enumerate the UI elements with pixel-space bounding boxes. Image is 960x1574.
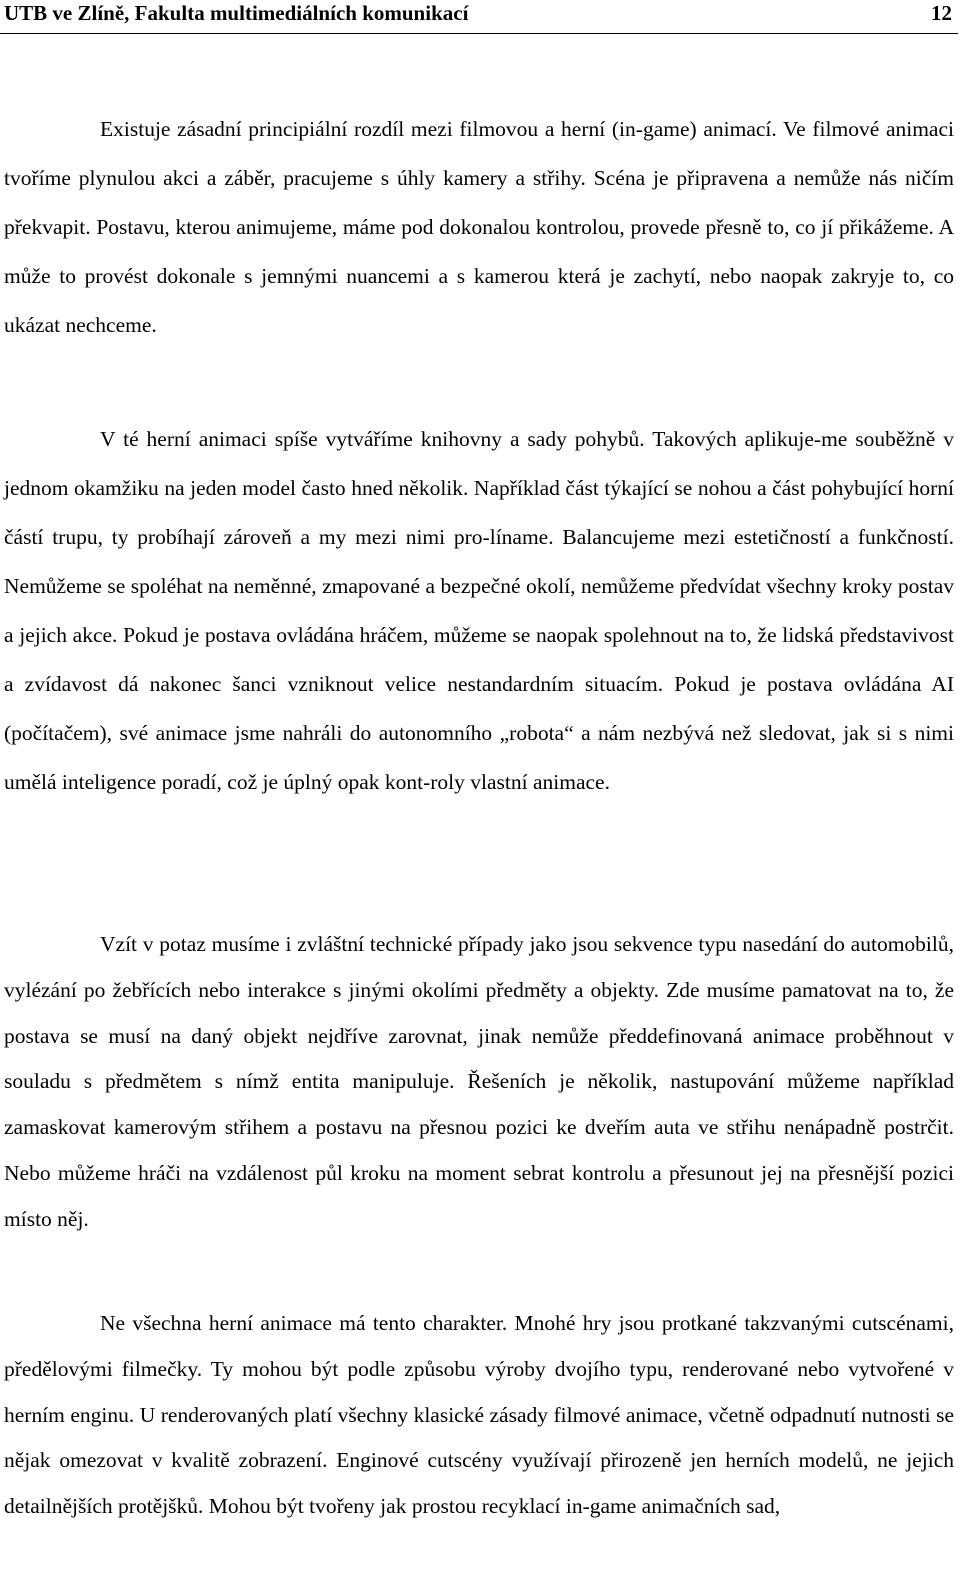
paragraph-4-container [4, 1301, 954, 1530]
paragraph: Existuje zásadní principiální rozdíl mezi filmovou a herní (in-game) animací. Ve filmové animaci tvoříme plynulou akci a záběr, pracujeme s úhly kamery a střihy. Scéna je připravena a nemůže nás ničím překvapit. Postavu, kterou animujeme, máme pod dokonalou kontrolou, provede přesně to, co jí přikážeme. A může to provést dokonale s jemnými nuancemi a s kamerou která je zachytí, nebo naopak zakryje to, co ukázat nechceme. [4, 117, 954, 337]
header-divider [0, 33, 958, 34]
paragraph-2-container [4, 415, 954, 807]
header-title: UTB ve Zlíně, Fakulta multimediálních komunikací [4, 1, 469, 25]
page-number: 12 [931, 1, 952, 25]
paragraph: Ne všechna herní animace má tento charakter. Mnohé hry jsou protkané takzvanými cutscénami, předělovými filmečky. Ty mohou být podle způsobu výroby dvojího typu, renderované nebo vytvořené v herním enginu. U renderovaných platí všechny klasické zásady filmové animace, včetně odpadnutí nutnosti se nějak omezovat v kvalitě zobrazení. Enginové cutscény využívají přirozeně jen herních modelů, ne jejich detailnějších protějšků. Mohou být tvořeny jak prostou recyklací in-game animačních sad, [4, 1311, 954, 1519]
paragraph-1-container [4, 105, 954, 350]
page-header [0, 0, 958, 36]
paragraph: V té herní animaci spíše vytváříme knihovny a sady pohybů. Takových aplikuje-me souběžně v jednom okamžiku na jeden model často hned několik. Například část týkající se nohou a část pohybující horní částí trupu, ty probíhají zároveň a my mezi nimi pro-líname. Balancujeme mezi estetičností a funkčností. Nemůžeme se spoléhat na neměnné, zmapované a bezpečné okolí, nemůžeme předvídat všechny kroky postav a jejich akce. Pokud je postava ovládána hráčem, můžeme se naopak spolehnout na to, že lidská představivost a zvídavost dá nakonec šanci vzniknout velice nestandardním situacím. Pokud je postava ovládána AI (počítačem), své animace jsme nahráli do autonomního „robota“ a nám nezbývá než sledovat, jak si s nimi umělá inteligence poradí, což je úplný opak kont-roly vlastní animace. [4, 427, 954, 794]
paragraph: Vzít v potaz musíme i zvláštní technické případy jako jsou sekvence typu nasedání do automobilů, vylézání po žebřících nebo interakce s jinými okolími předměty a objekty. Zde musíme pamatovat na to, že postava se musí na daný objekt nejdříve zarovnat, jinak nemůže předdefinovaná animace proběhnout v souladu s předmětem s nímž entita manipuluje. Řešeních je několik, nastupování můžeme například zamaskovat kamerovým střihem a postavu na přesnou pozici ke dveřím auta ve střihu nenápadně postrčit. Nebo můžeme hráči na vzdálenost půl kroku na moment sebrat kontrolu a přesunout jej na přesnější pozici místo něj. [4, 932, 954, 1231]
paragraph-3-container [4, 922, 954, 1243]
